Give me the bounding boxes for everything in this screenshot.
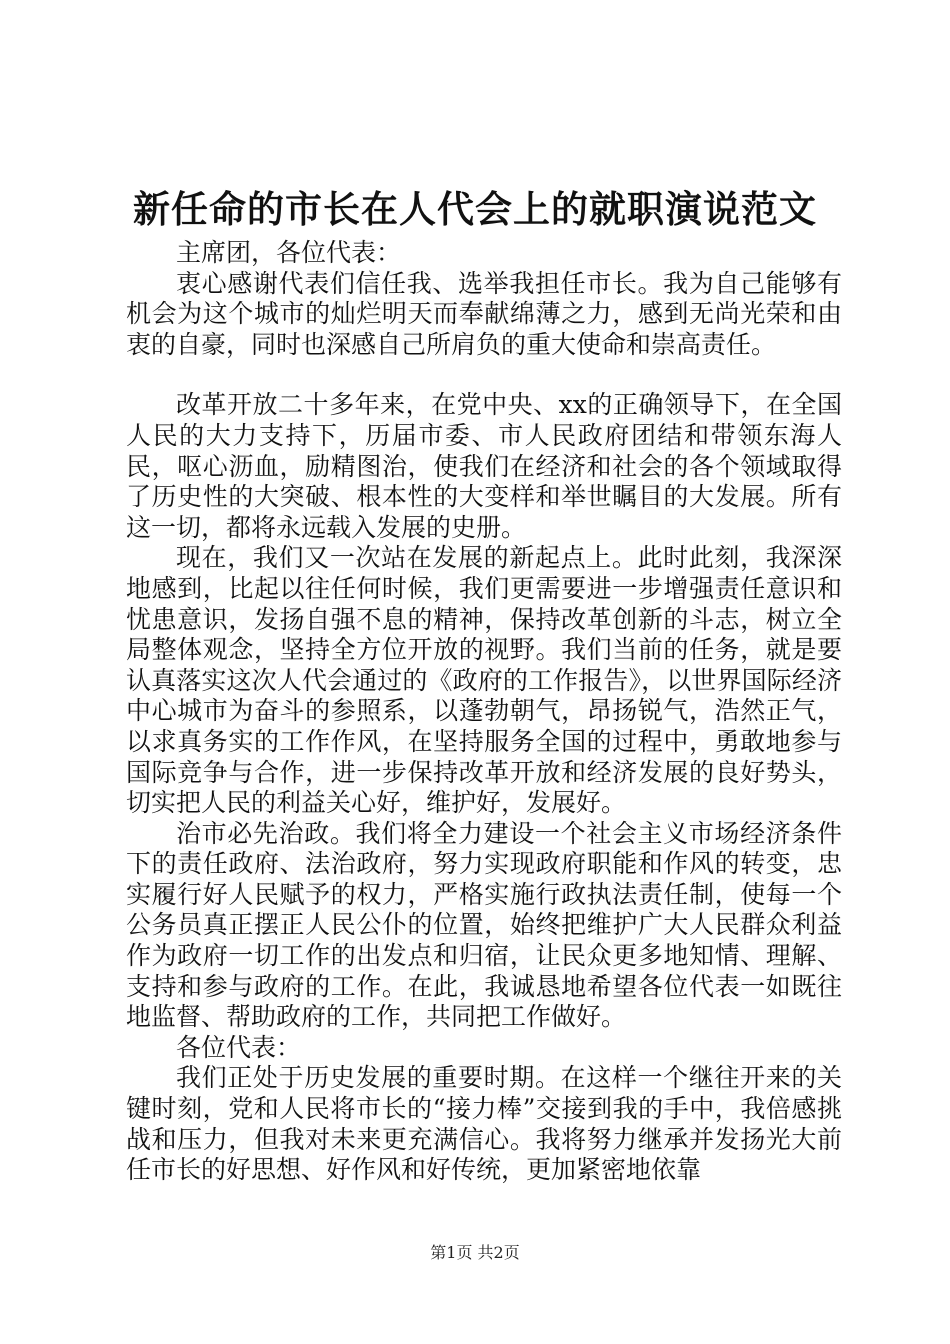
page-number: 第1页 共2页 <box>430 1243 520 1262</box>
paragraph-historic-period: 我们正处于历史发展的重要时期。在这样一个继往开来的关键时刻，党和人民将市长的“接力棒”交接到我的手中，我倍感挑战和压力，但我对未来更充满信心。我将努力继承并发扬光大前任市长的好思想、好作风和好传统，更加紧密地依靠 <box>126 1063 842 1185</box>
paragraph-governance: 治市必先治政。我们将全力建设一个社会主义市场经济条件下的责任政府、法治政府，努力实现政府职能和作风的转变，忠实履行好人民赋予的权力，严格实施行政执法责任制，使每一个公务员真正摆正人民公仆的位置，始终把维护广大人民群众利益作为政府一切工作的出发点和归宿，让民众更多地知情、理解、支持和参与政府的工作。在此，我诚恳地希望各位代表一如既往地监督、帮助政府的工作，共同把工作做好。 <box>126 818 842 1032</box>
document-title: 新任命的市长在人代会上的就职演说范文 <box>133 187 817 231</box>
salutation: 主席团，各位代表： <box>176 238 402 267</box>
document-body <box>126 238 842 1186</box>
paragraph-reform: 改革开放二十多年来，在党中央、xx的正确领导下，在全国人民的大力支持下，历届市委、市人民政府团结和带领东海人民，呕心沥血，励精图治，使我们在经济和社会的各个领域取得了历史性的大突破、根本性的大变样和举世瞩目的大发展。所有这一切，都将永远载入发展的史册。 <box>126 390 842 542</box>
paragraph-thanks: 衷心感谢代表们信任我、选举我担任市长。我为自己能够有机会为这个城市的灿烂明天而奉献绵薄之力，感到无尚光荣和由衷的自豪，同时也深感自己所肩负的重大使命和崇高责任。 <box>126 268 842 359</box>
paragraph-new-start: 现在，我们又一次站在发展的新起点上。此时此刻，我深深地感到，比起以往任何时候，我们更需要进一步增强责任意识和忧患意识，发扬自强不息的精神，保持改革创新的斗志，树立全局整体观念，坚持全方位开放的视野。我们当前的任务，就是要认真落实这次人代会通过的《政府的工作报告》，以世界国际经济中心城市为奋斗的参照系，以蓬勃朝气，昂扬锐气，浩然正气，以求真务实的工作作风，在坚持服务全国的过程中，勇敢地参与国际竞争与合作，进一步保持改革开放和经济发展的良好势头，切实把人民的利益关心好，维护好，发展好。 <box>126 543 842 818</box>
salutation-representatives: 各位代表： <box>176 1032 302 1062</box>
